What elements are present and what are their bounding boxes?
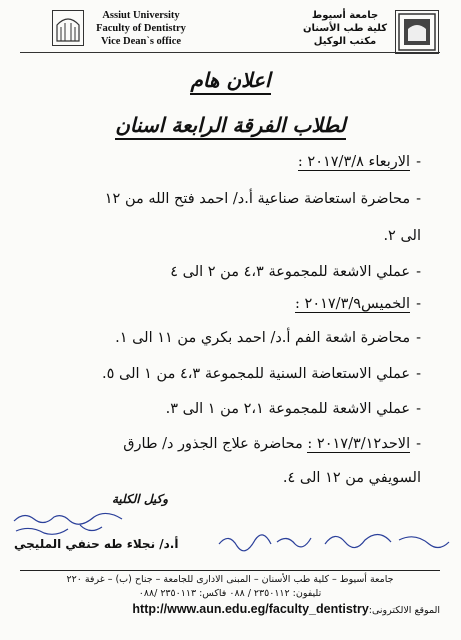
bullet-dash: -	[416, 401, 421, 417]
sunday-line	[21, 434, 421, 454]
header-en-university: Assiut University	[102, 10, 180, 21]
wednesday-item-2	[21, 262, 421, 282]
header-en-office: Vice Dean`s office	[100, 36, 182, 47]
bullet-dash: -	[416, 366, 421, 382]
wednesday-item-1	[21, 189, 421, 209]
sunday-heading-text: الاحد٢٠١٧/٣/١٢ :	[307, 436, 411, 452]
header-ar-university: جامعة أسيوط	[311, 10, 379, 21]
handwritten-signature-right	[215, 522, 455, 562]
bullet-dash: -	[416, 154, 421, 170]
footer-divider	[20, 570, 440, 571]
university-logo-left	[52, 10, 84, 46]
header-ar-office: مكتب الوكيل	[313, 36, 377, 47]
header-en-faculty: Faculty of Dentistry	[96, 23, 186, 34]
thursday-item-2-text: عملي الاستعاضة السنية للمجموعة ٤،٣ من ١ الى ٥.	[101, 366, 411, 382]
sunday-item-1-text: محاضرة علاج الجذور د/ طارق	[123, 436, 303, 452]
footer-address: جامعة أسيوط – كلية طب الأسنان – المبنى الادارى للجامعة – جناح (ب) – غرفة ٢٢٠	[66, 574, 394, 585]
header-english	[86, 9, 196, 48]
announcement-title: اعلان هام	[0, 68, 461, 92]
footer-website-label: الموقع الالكترونى:	[368, 605, 440, 616]
header-ar-faculty: كلية طب الأسنان	[302, 23, 388, 34]
thursday-heading	[21, 294, 421, 314]
wednesday-heading	[21, 152, 421, 172]
footer-phone: تليفون: ٢٣٥٠١١٢ / ٠٨٨ فاكس: ٢٣٥٠١١٣ /٠٨٨	[138, 588, 322, 599]
thursday-item-1	[21, 328, 421, 348]
bullet-dash: -	[416, 191, 421, 207]
bullet-dash: -	[416, 330, 421, 346]
thursday-item-1-text: محاضرة اشعة الفم أ.د/ احمد بكري من ١١ الى ١.	[115, 330, 411, 346]
thursday-item-3	[21, 399, 421, 419]
header-arabic	[297, 9, 393, 48]
handwritten-signature-left	[10, 505, 130, 539]
thursday-heading-text: الخميس٢٠١٧/٣/٩ :	[295, 296, 411, 312]
signature-title: وكيل الكلية	[112, 492, 169, 506]
footer-website	[20, 602, 440, 616]
thursday-item-2	[21, 364, 421, 384]
wednesday-item-1-cont: الى ٢.	[383, 228, 421, 244]
thursday-item-3-text: عملي الاشعة للمجموعة ٢،١ من ١ الى ٣.	[165, 401, 411, 417]
bullet-dash: -	[416, 264, 421, 280]
wednesday-heading-text: الاربعاء ٢٠١٧/٣/٨ :	[297, 154, 411, 170]
signatory-name: أ.د/ نجلاء طه حنفي المليجي	[14, 537, 179, 551]
header-divider	[20, 52, 440, 53]
university-logo-right	[395, 10, 439, 54]
bullet-dash: -	[416, 436, 421, 452]
announcement-subtitle: لطلاب الفرقة الرابعة اسنان	[0, 113, 461, 137]
wednesday-item-2-text: عملي الاشعة للمجموعة ٤،٣ من ٢ الى ٤	[170, 264, 411, 280]
sunday-item-1-cont: السويفي من ١٢ الى ٤.	[282, 470, 421, 486]
footer-website-link[interactable]: http://www.aun.edu.eg/faculty_dentistry	[132, 602, 369, 616]
wednesday-item-1-text: محاضرة استعاضة صناعية أ.د/ احمد فتح الله من ١٢	[104, 191, 411, 207]
bullet-dash: -	[416, 296, 421, 312]
